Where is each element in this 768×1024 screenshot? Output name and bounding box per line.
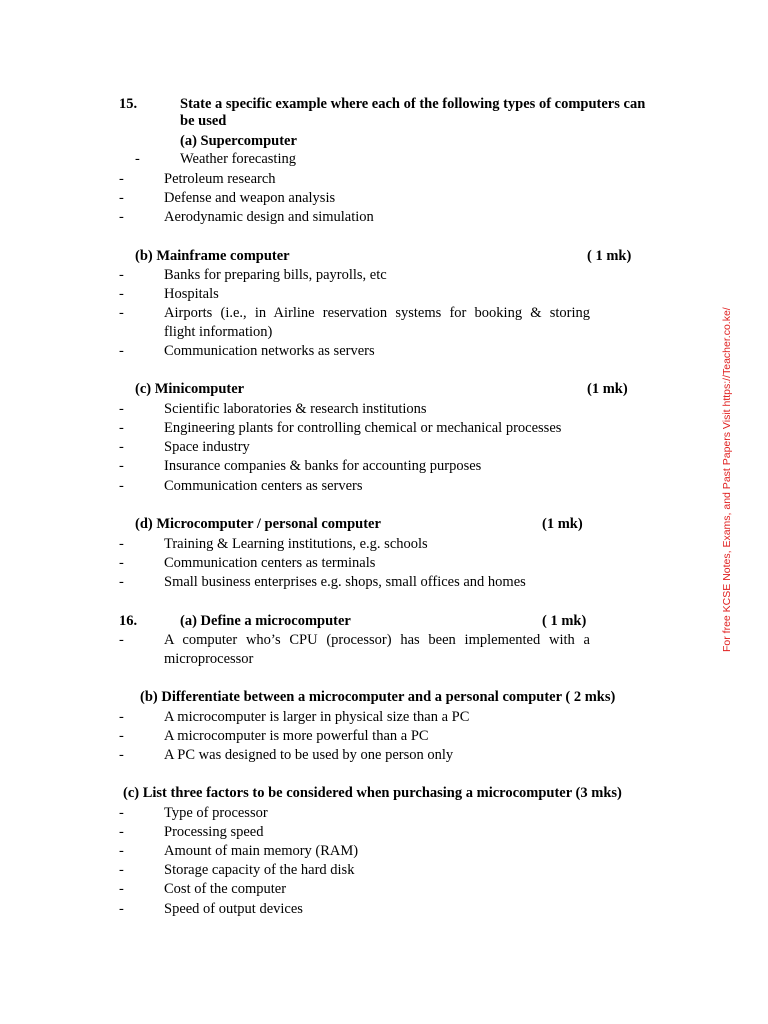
q15a-item: Defense and weapon analysis bbox=[164, 190, 336, 206]
q15b-item: Airports (i.e., in Airline reservation systems for booking & storing bbox=[164, 305, 590, 321]
watermark-link[interactable]: For free KCSE Notes, Exams, and Past Papers Visit https://Teacher.co.ke/ bbox=[721, 307, 733, 652]
q15c-item: Space industry bbox=[164, 439, 250, 455]
bullet-dash: - bbox=[119, 632, 124, 648]
q15b-item: Hospitals bbox=[164, 286, 219, 302]
q16c-item: Type of processor bbox=[164, 805, 268, 821]
q15b-item-continuation: flight information) bbox=[164, 324, 273, 340]
question-15-number: 15. bbox=[119, 96, 138, 112]
q16b-item: A microcomputer is more powerful than a PC bbox=[164, 728, 429, 744]
q15c-item: Engineering plants for controlling chemical or mechanical processes bbox=[164, 420, 562, 436]
q15c-item: Communication centers as servers bbox=[164, 478, 363, 494]
bullet-dash: - bbox=[119, 286, 124, 302]
q16c-heading: (c) List three factors to be considered when purchasing a microcomputer (3 mks) bbox=[123, 785, 622, 801]
bullet-dash: - bbox=[119, 343, 124, 359]
bullet-dash: - bbox=[119, 171, 124, 187]
q15c-item: Insurance companies & banks for accounting purposes bbox=[164, 458, 482, 474]
bullet-dash: - bbox=[119, 536, 124, 552]
question-15-text-line2: be used bbox=[180, 113, 227, 129]
bullet-dash: - bbox=[119, 901, 124, 917]
bullet-dash: - bbox=[119, 574, 124, 590]
q15c-heading: (c) Minicomputer bbox=[135, 381, 245, 397]
q16b-heading: (b) Differentiate between a microcomputer and a personal computer ( 2 mks) bbox=[140, 689, 616, 705]
bullet-dash: - bbox=[119, 747, 124, 763]
q15b-heading: (b) Mainframe computer bbox=[135, 248, 290, 264]
bullet-dash: - bbox=[119, 401, 124, 417]
q16c-item: Amount of main memory (RAM) bbox=[164, 843, 359, 859]
q15d-heading: (d) Microcomputer / personal computer bbox=[135, 516, 381, 532]
q16a-answer-line2: microprocessor bbox=[164, 651, 254, 667]
q15a-item: Aerodynamic design and simulation bbox=[164, 209, 374, 225]
bullet-dash: - bbox=[119, 439, 124, 455]
bullet-dash: - bbox=[135, 151, 140, 167]
q16b-item: A microcomputer is larger in physical size than a PC bbox=[164, 709, 470, 725]
q15d-item: Small business enterprises e.g. shops, small offices and homes bbox=[164, 574, 526, 590]
q16a-answer-line1: A computer who’s CPU (processor) has been implemented with a bbox=[164, 632, 590, 648]
q15d-marks: (1 mk) bbox=[542, 516, 583, 532]
q15b-item: Communication networks as servers bbox=[164, 343, 375, 359]
q15a-item: Petroleum research bbox=[164, 171, 276, 187]
bullet-dash: - bbox=[119, 824, 124, 840]
bullet-dash: - bbox=[119, 305, 124, 321]
q16c-item: Cost of the computer bbox=[164, 881, 287, 897]
q15b-marks: ( 1 mk) bbox=[587, 248, 632, 264]
q15c-marks: (1 mk) bbox=[587, 381, 628, 397]
q16c-item: Storage capacity of the hard disk bbox=[164, 862, 355, 878]
bullet-dash: - bbox=[119, 805, 124, 821]
bullet-dash: - bbox=[119, 267, 124, 283]
bullet-dash: - bbox=[119, 420, 124, 436]
q16a-heading: (a) Define a microcomputer bbox=[180, 613, 351, 629]
bullet-dash: - bbox=[119, 458, 124, 474]
q16c-item: Processing speed bbox=[164, 824, 264, 840]
q15a-item: Weather forecasting bbox=[180, 151, 296, 167]
q16a-marks: ( 1 mk) bbox=[542, 613, 587, 629]
bullet-dash: - bbox=[119, 728, 124, 744]
q15c-item: Scientific laboratories & research institutions bbox=[164, 401, 427, 417]
q16c-item: Speed of output devices bbox=[164, 901, 303, 917]
bullet-dash: - bbox=[119, 555, 124, 571]
question-15-text-line1: State a specific example where each of the following types of computers can bbox=[180, 96, 646, 112]
bullet-dash: - bbox=[119, 478, 124, 494]
bullet-dash: - bbox=[119, 862, 124, 878]
q15a-heading: (a) Supercomputer bbox=[180, 133, 297, 149]
bullet-dash: - bbox=[119, 843, 124, 859]
bullet-dash: - bbox=[119, 709, 124, 725]
q15b-item: Banks for preparing bills, payrolls, etc bbox=[164, 267, 387, 283]
q15d-item: Communication centers as terminals bbox=[164, 555, 376, 571]
q15d-item: Training & Learning institutions, e.g. schools bbox=[164, 536, 428, 552]
bullet-dash: - bbox=[119, 209, 124, 225]
q16b-item: A PC was designed to be used by one person only bbox=[164, 747, 454, 763]
question-16-number: 16. bbox=[119, 613, 138, 629]
bullet-dash: - bbox=[119, 190, 124, 206]
bullet-dash: - bbox=[119, 881, 124, 897]
